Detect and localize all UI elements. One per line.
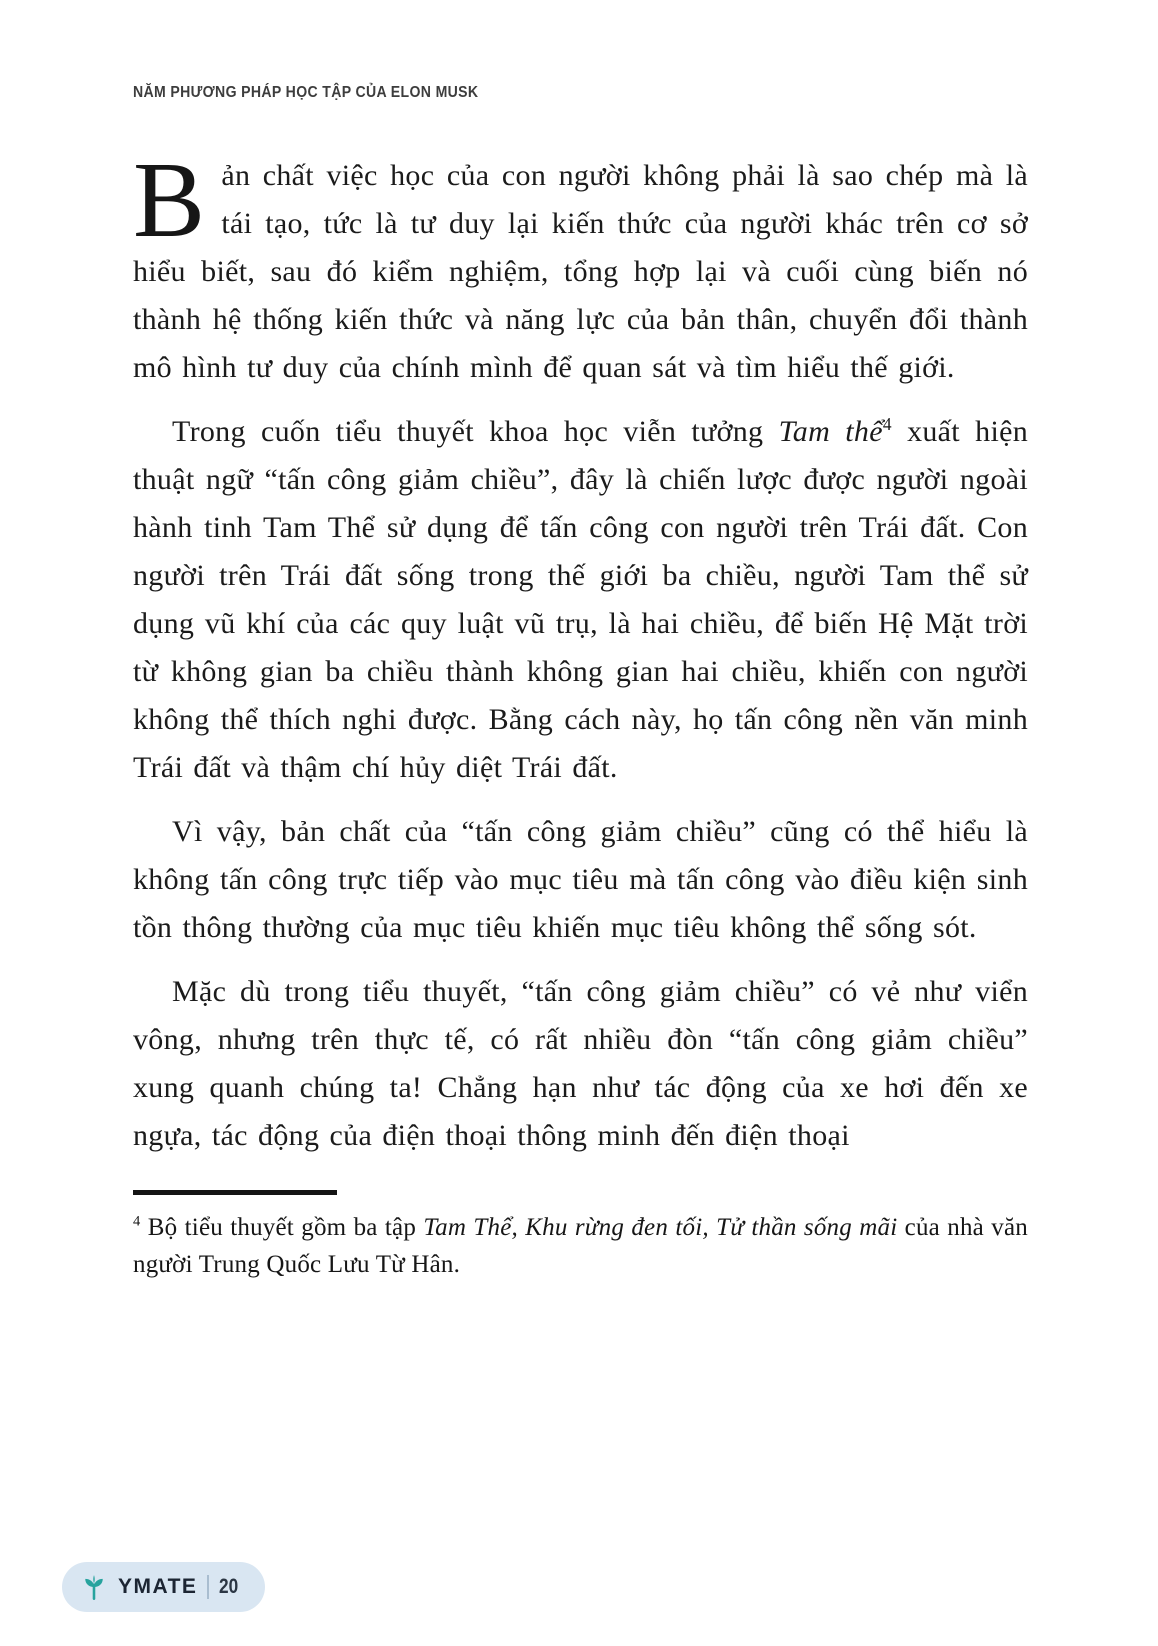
footer-brand-badge	[62, 1562, 265, 1612]
brand-name: YMATE	[118, 1575, 198, 1598]
paragraph-3: Vì vậy, bản chất của “tấn công giảm chiều” cũng có thể hiểu là không tấn công trực tiếp vào mục tiêu mà tấn công vào điều kiện sinh tồn thông thường của mục tiêu khiến mục tiêu không thể sống sót.	[133, 815, 1028, 944]
page-number: 20	[219, 1575, 239, 1598]
footnote-text-b: của nhà văn người Trung Quốc Lưu Từ Hân.	[133, 1214, 1028, 1278]
footnote-book-titles: Tam Thể, Khu rừng đen tối, Tử thần sống mãi	[423, 1214, 898, 1241]
paragraph-1	[133, 141, 1028, 392]
footnote-number: 4	[133, 1213, 141, 1230]
book-title-italic: Tam thể	[778, 415, 883, 448]
paragraph-2	[133, 408, 1028, 792]
running-header: NĂM PHƯƠNG PHÁP HỌC TẬP CỦA ELON MUSK	[133, 84, 479, 101]
footer-separator	[207, 1575, 209, 1599]
footnote-text-a: Bộ tiểu thuyết gồm ba tập	[140, 1214, 424, 1241]
body-text	[133, 141, 1028, 1160]
paragraph-4: Mặc dù trong tiểu thuyết, “tấn công giảm chiều” có vẻ như viển vông, nhưng trên thực tế, có rất nhiều đòn “tấn công giảm chiều” xung quanh chúng ta! Chẳng hạn như tác động của xe hơi đến xe ngựa, tác động của điện thoại thông minh đến điện thoại	[133, 975, 1028, 1152]
paragraph-1-text: ản chất việc học của con người không phải là sao chép mà là tái tạo, tức là tư duy lại kiến thức của người khác trên cơ sở hiểu biết, sau đó kiểm nghiệm, tổng hợp lại và cuối cùng biến nó thành hệ thống kiến thức và năng lực của bản thân, chuyển đổi thành mô hình tư duy của chính mình để quan sát và tìm hiểu thế giới.	[133, 159, 1028, 384]
paragraph-2-text-b: xuất hiện thuật ngữ “tấn công giảm chiều”, đây là chiến lược được người ngoài hành tinh Tam Thể sử dụng để tấn công con người trên Trái đất. Con người trên Trái đất sống trong thế giới ba chiều, người Tam thể sử dụng vũ khí của các quy luật vũ trụ, là hai chiều, để biến Hệ Mặt trời từ không gian ba chiều thành không gian hai chiều, khiến con người không thể thích nghi được. Bằng cách này, họ tấn công nền văn minh Trái đất và thậm chí hủy diệt Trái đất.	[133, 415, 1028, 784]
drop-cap: B	[133, 141, 206, 260]
sprout-icon	[80, 1573, 108, 1601]
paragraph-2-text-a: Trong cuốn tiểu thuyết khoa học viễn tưởng	[172, 415, 779, 448]
footnote-divider	[133, 1190, 337, 1195]
footnote	[133, 1209, 1028, 1283]
footnote-reference-mark: 4	[882, 414, 892, 434]
